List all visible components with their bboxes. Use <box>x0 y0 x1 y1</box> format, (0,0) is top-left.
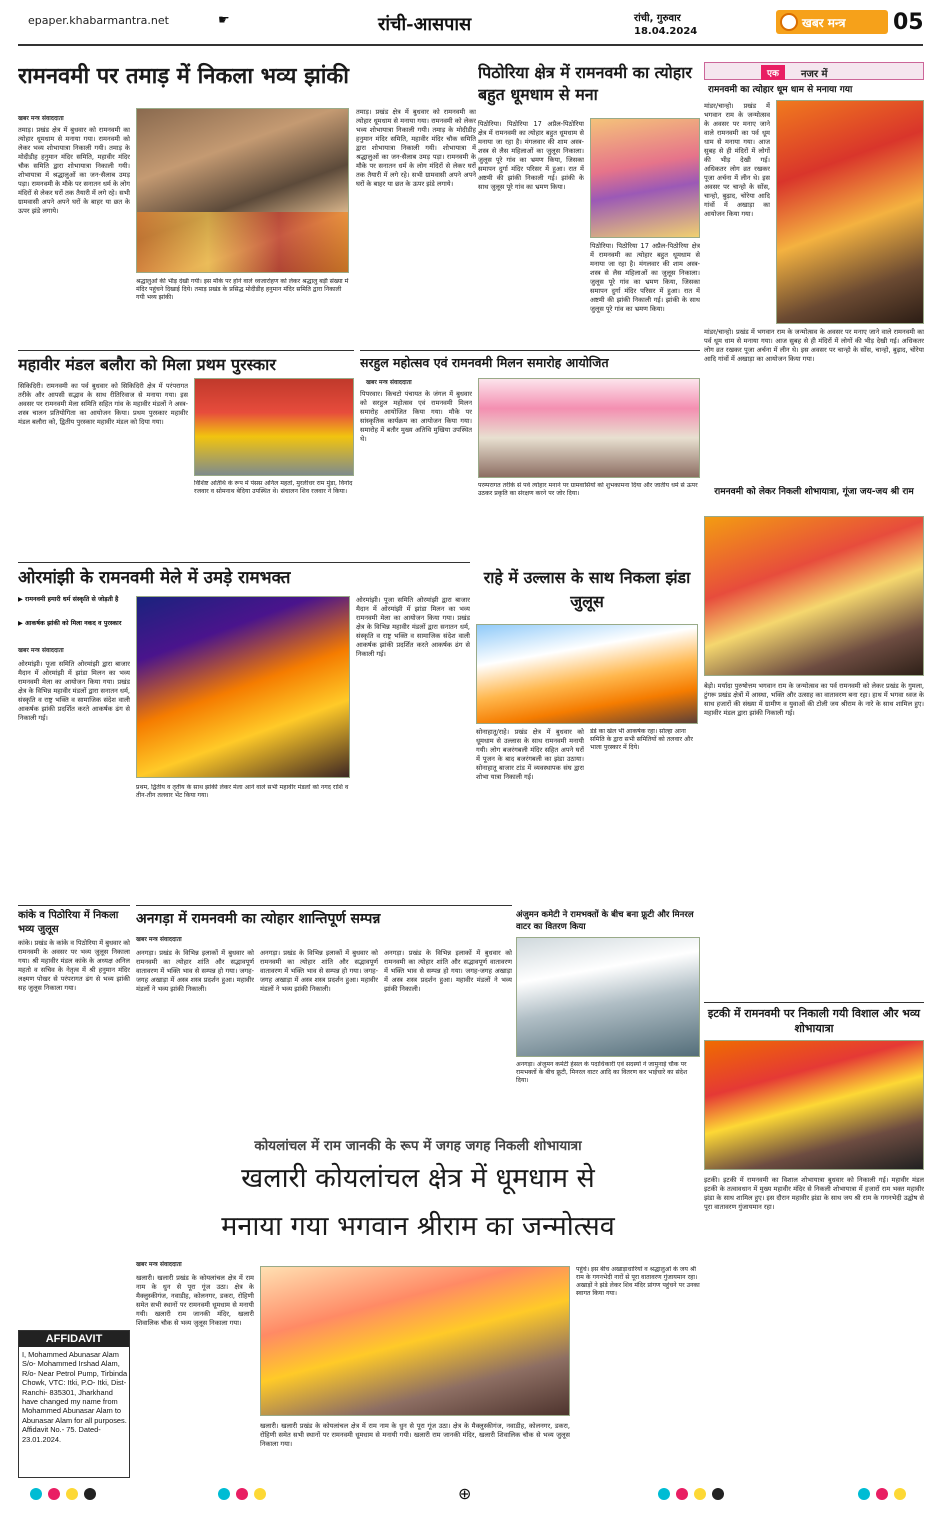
brand-logo-icon <box>780 13 798 31</box>
bullet-1-text: रामनवमी हमारी धर्म संस्कृति से जोड़ती है <box>25 596 119 603</box>
article-body-continued: ओरमांझी। पूजा समिति ओरमांझी द्वारा बाजार मैदान में ओरमांझी में झांडा मिलन का भव्य रामनवमी मेला का आयोजन किया गया। प्रखंड क्षेत्र के विभिन्न महावीर मंडलों द्वारा सनातन धर्म, संस्कृति व राष्ट्र भक्ति व सामाजिक संदेश वाली आकर्षक झांकी प्रदर्शित करते आकर्षक ढंग से निकाली गई। <box>356 596 470 658</box>
headline: पिठोरिया क्षेत्र में रामनवमी का त्योहार बहुत धूमधाम से मना <box>478 63 692 104</box>
issue-date: 18.04.2024 <box>634 26 698 37</box>
photo-caption: विशिष्ट अतिथि के रूप में पंसस अनिल महतो, मुरलीधर राम मुंडा, विनोद रजवार व सोमनाथ बेदिया उपस्थित थे। संचालन शिव रजवार ने किया। <box>194 480 353 495</box>
article-body: पिठोरिया। पिठोरिया 17 अप्रैल-पिठोरिया क्षेत्र में रामनवमी का त्योहार बहुत धूमधाम से मनाया जा रहा है। मंगलवार की शाम अस्त्र-शस्त्र से लैस महिलाओं का जुलूस निकाला। जुलूस पूरे गांव का भ्रमण किया, जिसका समापन दुर्गा मंदिर परिसर में हुआ। रात में अष्टमी की झांकी निकाली गई। झांकी के साथ जुलूस पूरे गांव का भ्रमण किया। <box>478 120 584 191</box>
crosshair-icon: ⊕ <box>458 1484 472 1503</box>
article-body: बेड़ो। मर्यादा पुरुषोत्तम भगवान राम के जन्मोत्सव का पर्व रामनवमी को लेकर प्रखंड के गुमला, टुंगरू प्रखंड क्षेत्रों में आस्था, भक्ति और उत्साह का वातावरण बना रहा। हाथ में भगवा ध्वज के साथ हजारों की संख्या में ग्रामीण व युवाओं की टोली जय श्रीराम के नारे के साथ शामिल हुए। महावीर मंडल द्वारा झांकी निकाली गई। <box>704 682 924 717</box>
bullet-1: ▶ रामनवमी हमारी धर्म संस्कृति से जोड़ती है <box>18 596 119 603</box>
article-body: पिपरवार। किचटो पंचायत के जंगल में बुधवार को सरहुल महोत्सव एवं रामनवमी मिलन समारोह आयोजित किया गया। मौके पर सांस्कृतिक कार्यक्रम का आयोजन किया गया। समारोह में बतौर मुख्य अतिथि मुखिया उपस्थित थे। <box>360 390 472 443</box>
procession-photo <box>136 108 349 273</box>
story-angara <box>136 905 512 1130</box>
article-body: कांके। प्रखंड के कांके व पिठोरिया में बुधवार को रामनवमी के अवसर पर भव्य जुलूस निकाला गया। श्री महावीर मंडल कांके के अध्यक्ष अनिल महतो व सचिव के नेतृत्व में श्री हनुमान मंदिर लक्ष्मण पोखर से परंपरागत ढंग से भव्य झांकी सह जुलूस निकाला गया। <box>18 939 130 992</box>
byline: खबर मन्त्र संवाददाता <box>18 115 64 122</box>
article-body: मांडर/चान्हो। प्रखंड में भगवान राम के जन्मोत्सव के अवसर पर मनाए जाने वाले रामनवमी का पर्व धूम धाम से मनाया गया। आज सुबह से ही मंदिरों में लोगों की भीड़ देखी गई। अधिकतर लोग व्रत रखकर पूजा अर्चना में लीन थे। इस अवसर पर चान्हो के सोंस, चान्हो, बुढ़ाद, चोरेया आदि गांवों में अखाड़ा का आयोजन किया गया। <box>704 102 770 218</box>
bero-procession-photo <box>704 516 924 676</box>
byline: खबर मन्त्र संवाददाता <box>136 936 182 943</box>
photo-caption: श्रद्धालुओं की भीड़ देखी गयी। इस मौके पर होने वाले ध्वजारोहण को लेकर श्रद्धालु बड़ी संख्या में मंदिर पहुंचने दिखाई दिये। तमाड़ प्रखंड के प्रसिद्ध मोदीडीह हनुमान मंदिर समिति द्वारा निकाली गयी भव्य झांकी। <box>136 278 349 301</box>
city-day: रांची, गुरुवार <box>634 13 681 24</box>
article-body: सिकिदिरी। रामनवमी का पर्व बुधवार को सिकिदिरी क्षेत्र में परंपरागत तरीके और आपसी सद्भाव के साथ रीतिरिवाज से मनाया गया। इस अवसर पर रामनवमी मेला समिति सहित गांव के महावीर मंडलों ने अस्त्र-शस्त्र चालन प्रतियोगिता का आयोजन किया। प्रथम पुरस्कार महावीर मंडल बलौरा को, द्वितीय पुरस्कार महावीर मंडल को दिया गया। <box>18 382 188 426</box>
registration-mark-magenta-4 <box>876 1488 888 1500</box>
bullet-2: ▶ आकर्षक झांकी को मिला नकद व पुरस्कार <box>18 620 122 627</box>
footer-color-bar <box>18 1484 923 1504</box>
story-anjuman <box>516 905 700 1130</box>
registration-mark-cyan-4 <box>858 1488 870 1500</box>
mandar-procession-photo <box>776 100 924 324</box>
article-body: ओरमांझी। पूजा समिति ओरमांझी द्वारा बाजार मैदान में ओरमांझी में झांडा मिलन का भव्य रामनवमी मेला का आयोजन किया गया। प्रखंड क्षेत्र के विभिन्न महावीर मंडलों द्वारा सनातन धर्म, संस्कृति व राष्ट्र भक्ति व सामाजिक संदेश वाली आकर्षक झांकी प्रदर्शित करते आकर्षक ढंग से निकाली गई। <box>18 660 130 722</box>
headline: अनगड़ा में रामनवमी का त्योहार शान्तिपूर्ण सम्पन्न <box>136 911 381 927</box>
section-rule <box>18 350 354 351</box>
headline: राहे में उल्लास के साथ निकला झंडा जुलूस <box>483 568 691 611</box>
registration-mark-black <box>84 1488 96 1500</box>
story-kanke <box>18 905 130 1325</box>
story-sarhul <box>360 350 700 555</box>
registration-mark-cyan-3 <box>658 1488 670 1500</box>
nazar-ek-label: एक <box>761 65 785 80</box>
story-rahe <box>476 562 698 902</box>
brand-name: खबर मन्त्र <box>802 16 846 30</box>
photo-caption: परम्परागत तरीके से पर्व त्योहार मनाने पर ग्रामवासियों को शुभकामना दिया और जातीय धर्म से ऊपर उठकर प्रकृति का संरक्षण करने पर जोर दिया। <box>478 482 698 497</box>
registration-mark-yellow <box>66 1488 78 1500</box>
article-body-continued: पिठोरिया। पिठोरिया 17 अप्रैल-पिठोरिया क्षेत्र में रामनवमी का त्योहार बहुत धूमधाम से मनाया जा रहा है। मंगलवार की शाम अस्त्र-शस्त्र से लैस महिलाओं का जुलूस निकाला। जुलूस पूरे गांव का भ्रमण किया, जिसका समापन दुर्गा मंदिर परिसर में हुआ। रात में अष्टमी की झांकी निकाली गई। झांकी के साथ जुलूस पूरे गांव का भ्रमण किया। <box>590 242 700 313</box>
registration-mark-magenta <box>48 1488 60 1500</box>
article-body-col2: अनगड़ा। प्रखंड के विभिन्न इलाकों में बुधवार को रामनवमी का त्योहार शांति और सद्भावपूर्ण वातावरण में भक्ति भाव से सम्पन्न हो गया। जगह-जगह अखाड़ा में अस्त्र शस्त्र प्रदर्शन हुआ। महावीर मंडलों ने भव्य झांकी निकाली। <box>260 949 378 993</box>
headline: रामनवमी का त्योहार धूम धाम से मनाया गया <box>708 85 853 95</box>
story-balaura <box>18 350 354 555</box>
crowd-shape <box>137 212 349 272</box>
story-itki <box>704 1002 924 1477</box>
page-number: 05 <box>893 10 924 35</box>
registration-mark-yellow-4 <box>894 1488 906 1500</box>
byline: खबर मन्त्र संवाददाता <box>18 647 64 654</box>
article-body-below-photo: खलारी। खलारी प्रखंड के कोयलांचल क्षेत्र में राम नाम के धुन से पूरा गूंज उठा। क्षेत्र के मैक्लुस्कीगंज, नवाडीह, कोलनगर, डकरा, रोहिणी समेत सभी स्थानों पर रामनवमी धूमधाम से मनायी गयी। खलारी राम जानकी मंदिर, खलारी शिवालिक चौक से भव्य जुलूस निकाला गया। <box>260 1422 570 1448</box>
article-body: अनगड़ा। प्रखंड के विभिन्न इलाकों में बुधवार को रामनवमी का त्योहार शांति और सद्भावपूर्ण वातावरण में भक्ति भाव से सम्पन्न हो गया। जगह-जगह अखाड़ा में अस्त्र शस्त्र प्रदर्शन हुआ। महावीर मंडलों ने भव्य झांकी निकाली। <box>136 949 254 993</box>
registration-mark-magenta-3 <box>676 1488 688 1500</box>
article-body-col3: अनगड़ा। प्रखंड के विभिन्न इलाकों में बुधवार को रामनवमी का त्योहार शांति और सद्भावपूर्ण वातावरण में भक्ति भाव से सम्पन्न हो गया। जगह-जगह अखाड़ा में अस्त्र शस्त्र प्रदर्शन हुआ। महावीर मंडलों ने भव्य झांकी निकाली। <box>384 949 512 993</box>
khalari-procession-photo <box>260 1266 570 1416</box>
ek-nazar-column <box>704 62 924 482</box>
photo-caption: प्रथम, द्वितीय व तृतीय के साथ झांकी लेकर मेला आने वाले सभी महावीर मंडलों को नगद राशि व तीन-तीन तलवार भेंट किया गया। <box>136 784 349 799</box>
story-ormanjhi <box>18 562 470 902</box>
banner-line-1: खलारी कोयलांचल क्षेत्र में धूमधाम से <box>241 1163 595 1194</box>
section-rule <box>136 905 512 906</box>
registration-mark-yellow-3 <box>694 1488 706 1500</box>
article-body: तमाड़। प्रखंड क्षेत्र में बुधवार को रामनवमी का त्योहार धूमधाम से मनाया गया। रामनवमी को लेकर भव्य शोभायात्रा निकाली गयी। तमाड़ के मोदीडीह हनुमान मंदिर समिति, महावीर मंदिर चौक समिति द्वारा शोभायात्रा निकाली गयी। शोभायात्रा में श्रद्धालुओं का जन-सैलाब उमड़ पड़ा। रामनवमी के मौके पर सनातन धर्म के लोग मंदिरों से लेकर घरों तक तैयारी में लगे रहे। सभी ग्रामवासी अपने अपने घरों के बाहर या छत के ऊपर झंडे लगाये। <box>18 126 130 215</box>
anjuman-distribution-photo <box>516 937 700 1057</box>
nazar-label: नजर में <box>801 69 828 80</box>
masthead <box>0 0 945 46</box>
masthead-rule <box>18 44 923 46</box>
registration-mark-magenta-2 <box>236 1488 248 1500</box>
section-rule <box>18 562 470 563</box>
affidavit-notice <box>18 1330 130 1478</box>
article-body-continued: मांडर/चान्हो। प्रखंड में भगवान राम के जन्मोत्सव के अवसर पर मनाए जाने वाले रामनवमी का पर्व धूम धाम से मनाया गया। आज सुबह से ही मंदिरों में लोगों की भीड़ देखी गई। अधिकतर लोग व्रत रखकर पूजा अर्चना में लीन थे। इस अवसर पर चान्हो के सोंस, चान्हो, बुढ़ाद, चोरेया आदि गांवों में अखाड़ा का आयोजन किया गया। <box>704 328 924 363</box>
headline: कांके व पिठोरिया में निकला भव्य जुलूस <box>18 910 119 935</box>
kicker: कोयलांचल में राम जानकी के रूप में जगह जगह निकली शोभायात्रा <box>254 1138 582 1154</box>
headline: सरहुल महोत्सव एवं रामनवमी मिलन समारोह आयोजित <box>360 355 609 370</box>
rahe-flag-photo <box>476 624 698 724</box>
itki-procession-photo <box>704 1040 924 1170</box>
story-tamar <box>18 60 476 345</box>
epaper-url[interactable]: epaper.khabarmantra.net <box>28 14 169 27</box>
pithoria-photo <box>590 118 700 238</box>
affidavit-text: I, Mohammed Abunasar Alam S/o- Mohammed Irshad Alam, R/o- Near Petrol Pump, Tirbinda Chowk, VTC: Itki, P.O- Itki, Dist- Ranchi- 835301, Jharkhand have changed my name from Mohammed Abunasar Alam to Abunasar Alam for all purposes. Affidavit No.- 75. Dated- 23.01.2024. <box>22 1350 128 1444</box>
section-rule <box>360 350 700 351</box>
story-bero <box>704 486 924 898</box>
registration-mark-black-2 <box>712 1488 724 1500</box>
section-rule <box>704 1002 924 1003</box>
photo-caption: पहुंचे। इस बीच अखाड़ाधारियों व श्रद्धालुओं के जय श्री राम के गगनभेदी नारों से पूरा वातावरण गुंजायमान रहा। अखाड़ों ने झंडे लेकर शिव मंदिर प्रांगण पहुंचने पर उनका स्वागत किया गया। <box>576 1266 700 1297</box>
article-body: इटकी। इटकी में रामनवमी का विशाल शोभायात्रा बुधवार को निकाली गई। महावीर मंडल इटकी के तत्वावधान में मुख्य महावीर मंदिर से निकली शोभायात्रा में हजारों राम भक्त महावीर झंडा के साथ शामिल हुए। इस दौरान महावीर झंडा के साथ जय श्री राम के गगनभेदी उद्घोष से पूरा वातावरण गुंजायमान रहा। <box>704 1176 924 1211</box>
byline: खबर मन्त्र संवाददाता <box>136 1261 182 1268</box>
byline: खबर मन्त्र संवाददाता <box>366 379 412 386</box>
ormanjhi-fair-photo <box>136 596 350 778</box>
section-rule <box>18 905 130 906</box>
registration-mark-cyan <box>30 1488 42 1500</box>
article-body: सोनाहातू/राहे। प्रखंड क्षेत्र में बुधवार को धूमधाम से उल्लास के साथ रामनवमी मनायी गयी। लोग बजरंगबली मंदिर सहित अपने घरों में पूजन के बाद बजरंगबली का झंडा उठाया। सोनाहातू बाजार टांड में व्यवस्थापक संघ द्वारा शोभा यात्रा निकाली गई। <box>476 728 584 781</box>
headline: इटकी में रामनवमी पर निकाली गयी विशाल और भव्य शोभायात्रा <box>707 1007 921 1035</box>
section-title: रांची-आसपास <box>378 14 472 35</box>
headline: अंजुमन कमेटी ने रामभक्तों के बीच बना फ्रूटी और मिनरल वाटर का वितरण किया <box>516 910 694 932</box>
headline: रामनवमी पर तमाड़ में निकला भव्य झांकी <box>18 63 350 89</box>
registration-mark-yellow-2 <box>254 1488 266 1500</box>
dateline <box>634 12 697 38</box>
registration-mark-cyan-2 <box>218 1488 230 1500</box>
article-body-continued: तमाड़। प्रखंड क्षेत्र में बुधवार को रामनवमी का त्योहार धूमधाम से मनाया गया। रामनवमी को लेकर भव्य शोभायात्रा निकाली गयी। तमाड़ के मोदीडीह हनुमान मंदिर समिति, महावीर मंदिर चौक समिति द्वारा शोभायात्रा निकाली गयी। शोभायात्रा में श्रद्धालुओं का जन-सैलाब उमड़ पड़ा। रामनवमी के मौके पर सनातन धर्म के लोग मंदिरों से लेकर घरों तक तैयारी में लगे रहे। सभी ग्रामवासी अपने अपने घरों के बाहर या छत के ऊपर झंडे लगाये। <box>356 108 476 188</box>
photo-caption: डंडे का खेल भी आकर्षक रहा। सोल्हा आना समिति के द्वारा सभी समितियों को तलवार और भाला पुरस्कार में दिये। <box>590 728 693 751</box>
affidavit-title: AFFIDAVIT <box>19 1331 129 1347</box>
award-ceremony-photo <box>194 378 354 476</box>
bullet-2-text: आकर्षक झांकी को मिला नकद व पुरस्कार <box>25 620 122 627</box>
photo-caption: अनगड़ा। अंजुमन कमेटी हेसल के पदाधिकारी एवं सदस्यों ने जामुनाई चौक पर रामभक्तों के बीच फ्रूटी, मिनरल वाटर आदि का वितरण कर भाईचारे का संदेश दिया। <box>516 1061 688 1084</box>
story-pithoria <box>478 60 700 345</box>
headline: रामनवमी को लेकर निकली शोभायात्रा, गूंजा जय-जय श्री राम <box>714 487 914 497</box>
story-khalari <box>136 1134 700 1478</box>
nazar-label-bar <box>704 62 924 80</box>
headline: ओरमांझी के रामनवमी मेले में उमड़े रामभक्त <box>18 568 291 588</box>
pointer-icon: ☛ <box>218 13 230 28</box>
article-body: खलारी। खलारी प्रखंड के कोयलांचल क्षेत्र में राम नाम के धुन से पूरा गूंज उठा। क्षेत्र के मैक्लुस्कीगंज, नवाडीह, कोलनगर, डकरा, रोहिणी समेत सभी स्थानों पर रामनवमी धूमधाम से मनायी गयी। खलारी राम जानकी मंदिर, खलारी शिवालिक चौक से भव्य जुलूस निकाला गया। <box>136 1274 254 1327</box>
headline: महावीर मंडल बलौरा को मिला प्रथम पुरस्कार <box>18 355 276 374</box>
sarhul-ceremony-photo <box>478 378 700 478</box>
banner-line-2: मनाया गया भगवान श्रीराम का जन्मोत्सव <box>221 1211 615 1242</box>
